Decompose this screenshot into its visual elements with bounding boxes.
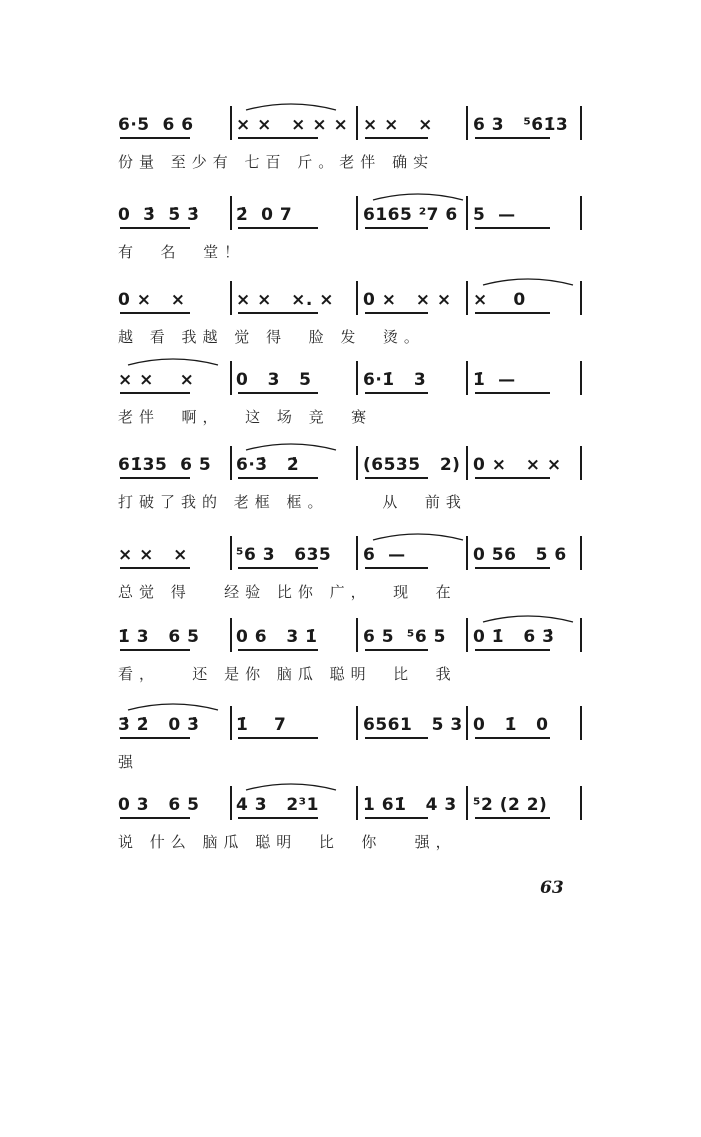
lyric-line: 越 看 我越 觉 得 脸 发 烫。 (118, 328, 425, 346)
notation-line (118, 540, 590, 570)
measure: × × × × × (236, 115, 349, 135)
barline (580, 706, 582, 740)
measure: 0 × × (118, 290, 186, 310)
notation-line (118, 450, 590, 480)
rhythm-underline (238, 137, 318, 139)
lyric-line: 看， 还 是你 脑瓜 聪明 比 我 (118, 665, 457, 683)
barline (580, 618, 582, 652)
rhythm-underline (365, 312, 428, 314)
measure: × × ×. × (236, 290, 335, 310)
notation-line (118, 790, 590, 820)
barline (466, 536, 468, 570)
barline (356, 361, 358, 395)
measure: 0 × × × (363, 290, 452, 310)
measure: 6165 ²7 6 (363, 205, 458, 225)
measure: 61̇35 6 5 (118, 455, 212, 475)
barline (230, 361, 232, 395)
measure: 6561 5 3 (363, 715, 463, 735)
score-system (118, 710, 590, 790)
measure: 0 1̇ 6 3̇ (473, 627, 555, 647)
lyric-line: 打破了我的 老框 框。 从 前我 (118, 493, 467, 511)
barline (230, 106, 232, 140)
measure: (6535 2) (363, 455, 461, 475)
score-system (118, 622, 590, 702)
rhythm-underline (120, 817, 190, 819)
rhythm-underline (365, 137, 428, 139)
measure: 3̇ 2̇ 0 3̇ (118, 715, 200, 735)
measure: × × × (118, 370, 195, 390)
lyric-line: 总觉 得 经验 比你 广， 现 在 (118, 583, 457, 601)
notation-line (118, 365, 590, 395)
rhythm-underline (365, 392, 428, 394)
barline (230, 618, 232, 652)
barline (466, 196, 468, 230)
barline (466, 786, 468, 820)
measure: 0 3 5 (236, 370, 312, 390)
rhythm-underline (120, 477, 190, 479)
notation-line (118, 110, 590, 140)
score-system (118, 285, 590, 365)
measure: 0 56 5 6 (473, 545, 567, 565)
rhythm-underline (365, 649, 428, 651)
measure: 1̇ 3 6 5 (118, 627, 200, 647)
barline (356, 786, 358, 820)
rhythm-underline (120, 737, 190, 739)
measure: 0 1̇ 0 (473, 715, 549, 735)
measure: × × × (118, 545, 188, 565)
lyric-line: 说 什么 脑瓜 聪明 比 你 强， (118, 833, 457, 851)
barline (230, 281, 232, 315)
barline (356, 106, 358, 140)
barline (356, 536, 358, 570)
score-system (118, 200, 590, 280)
measure: 1̇ — (473, 370, 516, 390)
barline (580, 196, 582, 230)
measure: 0 3̇ 5̇ 3̇ (118, 205, 200, 225)
rhythm-underline (475, 477, 550, 479)
barline (356, 446, 358, 480)
rhythm-underline (238, 567, 318, 569)
notation-line (118, 622, 590, 652)
barline (580, 361, 582, 395)
rhythm-underline (238, 392, 318, 394)
score-system (118, 365, 590, 445)
notation-line (118, 285, 590, 315)
barline (580, 786, 582, 820)
barline (466, 446, 468, 480)
score-system (118, 110, 590, 190)
lyric-line: 份量 至少有 七百 斤。老伴 确实 (118, 153, 435, 171)
rhythm-underline (365, 817, 428, 819)
rhythm-underline (365, 737, 428, 739)
measure: ⁵2 (2 2) (473, 795, 548, 815)
measure: 2̇ 0 7 (236, 205, 293, 225)
rhythm-underline (120, 227, 190, 229)
rhythm-underline (475, 649, 550, 651)
barline (466, 706, 468, 740)
rhythm-underline (238, 817, 318, 819)
lyric-line: 强 (118, 753, 140, 771)
barline (580, 446, 582, 480)
measure: 6 5 ⁵6 5 (363, 627, 446, 647)
barline (230, 536, 232, 570)
measure: 6 3 ⁵6̇1̇3 (473, 115, 569, 135)
measure: × 0 (473, 290, 526, 310)
barline (580, 106, 582, 140)
measure: 1 61̇ 4 3 (363, 795, 457, 815)
rhythm-underline (475, 227, 550, 229)
rhythm-underline (475, 817, 550, 819)
measure: 6 — (363, 545, 406, 565)
barline (580, 536, 582, 570)
barline (356, 281, 358, 315)
measure: 5 — (473, 205, 516, 225)
rhythm-underline (365, 477, 428, 479)
measure: 6·1̇ 3 (363, 370, 427, 390)
measure: 0 3 6 5 (118, 795, 200, 815)
barline (230, 446, 232, 480)
lyric-line: 有 名 堂！ (118, 243, 246, 261)
barline (466, 106, 468, 140)
rhythm-underline (238, 227, 318, 229)
rhythm-underline (238, 312, 318, 314)
score-system (118, 790, 590, 870)
barline (230, 786, 232, 820)
barline (356, 196, 358, 230)
rhythm-underline (120, 137, 190, 139)
barline (466, 361, 468, 395)
measure: 4 3 2³1 (236, 795, 319, 815)
barline (466, 618, 468, 652)
measure: 6·5 6 6 (118, 115, 194, 135)
measure: ⁵6 3 635 (236, 545, 332, 565)
barline (580, 281, 582, 315)
measure: × × × (363, 115, 433, 135)
notation-line (118, 200, 590, 230)
barline (230, 706, 232, 740)
score-system (118, 450, 590, 530)
rhythm-underline (365, 567, 428, 569)
rhythm-underline (238, 649, 318, 651)
measure: 1̇ 7 (236, 715, 287, 735)
notation-line (118, 710, 590, 740)
measure: 0 × × × (473, 455, 562, 475)
barline (230, 196, 232, 230)
rhythm-underline (475, 137, 550, 139)
page-number: 63 (540, 878, 564, 898)
rhythm-underline (238, 477, 318, 479)
lyric-line: 老伴 啊， 这 场 竞 赛 (118, 408, 373, 426)
rhythm-underline (475, 567, 550, 569)
rhythm-underline (120, 649, 190, 651)
score-system (118, 540, 590, 620)
rhythm-underline (238, 737, 318, 739)
barline (356, 706, 358, 740)
rhythm-underline (120, 567, 190, 569)
rhythm-underline (120, 312, 190, 314)
rhythm-underline (475, 392, 550, 394)
rhythm-underline (475, 737, 550, 739)
rhythm-underline (365, 227, 428, 229)
measure: 0 6 3 1̇ (236, 627, 318, 647)
rhythm-underline (475, 312, 550, 314)
measure: 6·3̇ 2̇ (236, 455, 300, 475)
barline (466, 281, 468, 315)
rhythm-underline (120, 392, 190, 394)
barline (356, 618, 358, 652)
